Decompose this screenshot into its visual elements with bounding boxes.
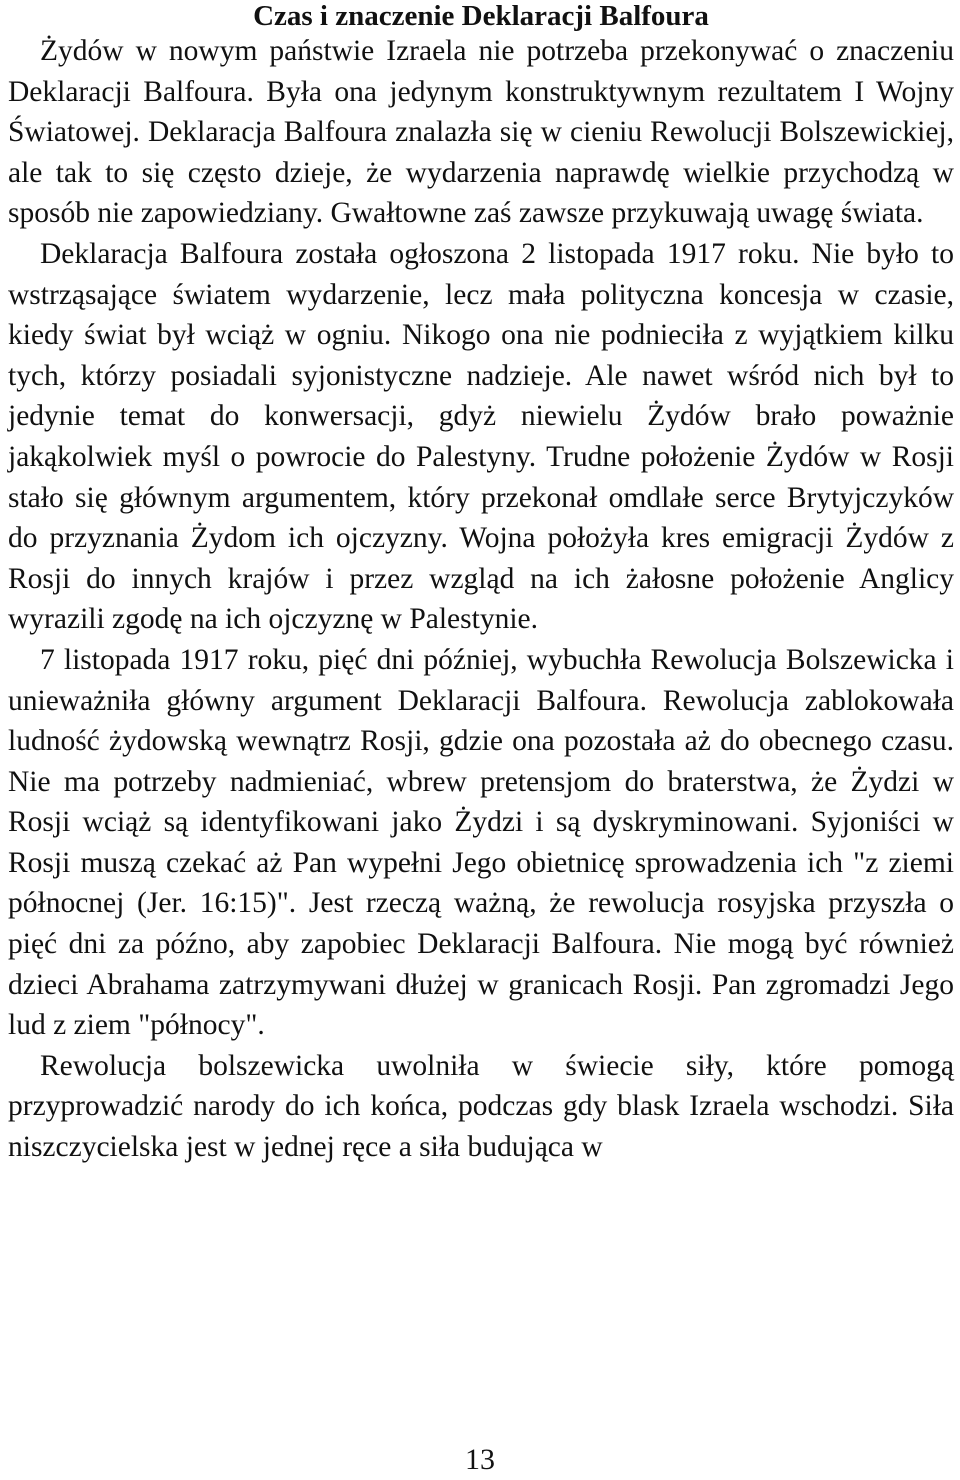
paragraph-2: Deklaracja Balfoura została ogłoszona 2 listopada 1917 roku. Nie było to wstrząsające światem wydarzenie, lecz mała polityczna koncesja w czasie, kiedy świat był wciąż w ogniu. Nikogo ona nie podnieciła z wyjątkiem kilku tych, którzy posiadali syjonistyczne nadzieje. Ale nawet wśród nich był to jedynie temat do konwersacji, gdyż niewielu Żydów brało poważnie jakąkolwiek myśl o powrocie do Palestyny. Trudne położenie Żydów w Rosji stało się głównym argumentem, który przekonał omdlałe serce Brytyjczyków do przyznania Żydom ich ojczyzny. Wojna położyła kres emigracji Żydów z Rosji do innych krajów i przez wzgląd na ich żałosne położenie Anglicy wyrazili zgodę na ich ojczyznę w Palestynie. [8, 237, 954, 636]
paragraph-1: Żydów w nowym państwie Izraela nie potrzeba przekonywać o znaczeniu Deklaracji Balfoura. Była ona jedynym konstruktywnym rezultatem I Wojny Światowej. Deklaracja Balfoura znalazła się w cieniu Rewolucji Bolszewickiej, ale tak to się często dzieje, że wydarzenia naprawdę wielkie przychodzą w sposób nie zapowiedziany. Gwałtowne zaś zawsze przykuwają uwagę świata. [8, 35, 954, 230]
page-number: 13 [465, 1443, 495, 1476]
paragraph-4: Rewolucja bolszewicka uwolniła w świecie siły, które pomogą przyprowadzić narody do ich końca, podczas gdy blask Izraela wschodzi. Siła niszczycielska jest w jednej ręce a siła budująca w [8, 1049, 954, 1164]
document-page [8, 0, 954, 1168]
page-title: Czas i znaczenie Deklaracji Balfoura [253, 0, 709, 32]
paragraph-3: 7 listopada 1917 roku, pięć dni później, wybuchła Rewolucja Bolszewicka i unieważniła główny argument Deklaracji Balfoura. Rewolucja zablokowała ludność żydowską wewnątrz Rosji, gdzie ona pozostała aż do obecnego czasu. Nie ma potrzeby nadmieniać, wbrew pretensjom do braterstwa, że Żydzi w Rosji wciąż są identyfikowani jako Żydzi i są dyskryminowani. Syjoniści w Rosji muszą czekać aż Pan wypełni Jego obietnicę sprowadzenia ich "z ziemi północnej (Jer. 16:15)". Jest rzeczą ważną, że rewolucja rosyjska przyszła o pięć dni za późno, aby zapobiec Deklaracji Balfoura. Nie mogą być również dzieci Abrahama zatrzymywani dłużej w granicach Rosji. Pan zgromadzi Jego lud z ziem "północy". [8, 643, 954, 1042]
